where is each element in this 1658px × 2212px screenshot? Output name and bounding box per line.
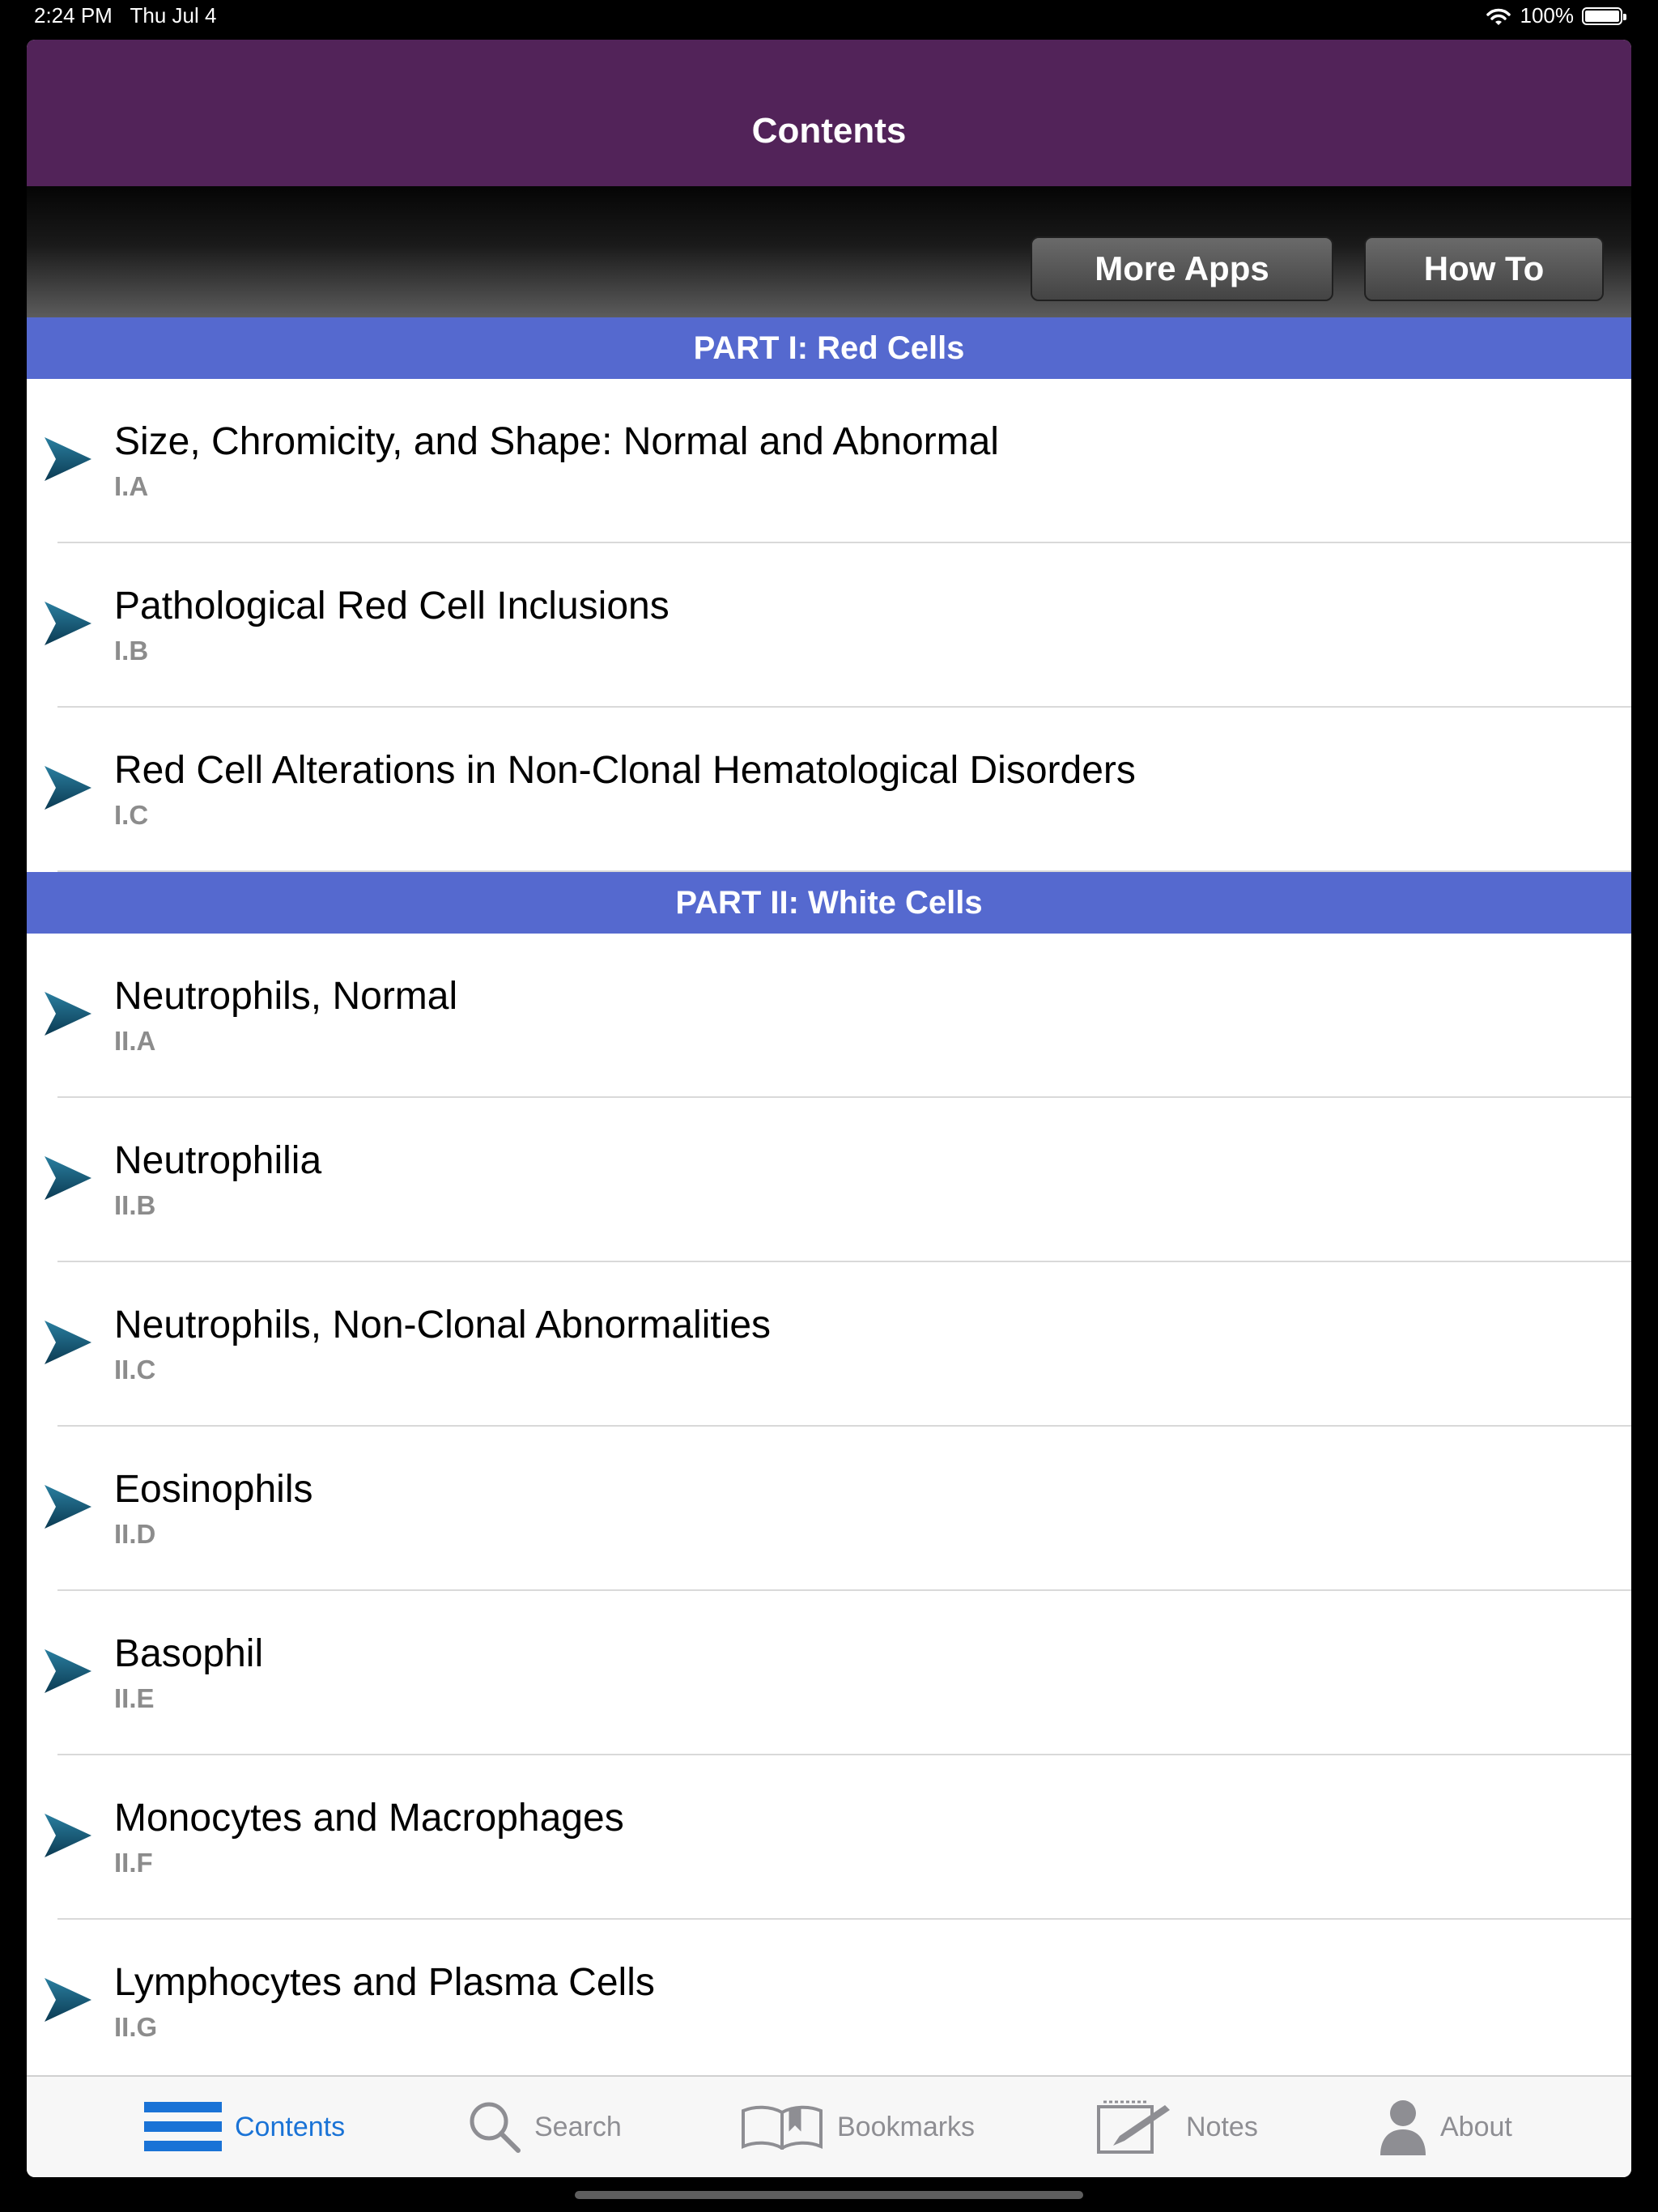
list-item-title: Basophil	[114, 1632, 264, 1675]
list-item-code: I.B	[114, 636, 149, 666]
page-title: Contents	[751, 111, 907, 151]
tab-contents-label: Contents	[235, 2111, 346, 2142]
list-item-code: I.A	[114, 471, 149, 501]
tab-bar	[27, 2075, 1631, 2177]
list-item[interactable]	[27, 1427, 1631, 1591]
list-item[interactable]	[27, 379, 1631, 543]
list-item-title: Monocytes and Macrophages	[114, 1797, 624, 1840]
toolbar	[27, 186, 1631, 317]
list-item-title: Neutrophils, Non-Clonal Abnormalities	[114, 1304, 772, 1346]
status-indicators	[1485, 3, 1623, 28]
list-item-title: Eosinophils	[114, 1468, 313, 1511]
chevron-right-icon	[43, 1810, 93, 1861]
notepad-icon	[1095, 2099, 1173, 2155]
wifi-icon	[1485, 6, 1512, 27]
person-icon	[1379, 2099, 1427, 2155]
tab-notes[interactable]	[1095, 2077, 1258, 2177]
chevron-right-icon	[43, 434, 93, 484]
list-item-code: II.A	[114, 1026, 156, 1056]
home-indicator[interactable]	[575, 2191, 1083, 2199]
list-item-code: II.F	[114, 1848, 153, 1878]
chevron-right-icon	[43, 1317, 93, 1368]
chevron-right-icon	[43, 1975, 93, 2025]
section-header: PART II: White Cells	[27, 872, 1631, 934]
list-item[interactable]	[27, 1098, 1631, 1262]
status-time: 2:24 PM Thu Jul 4	[34, 3, 217, 28]
list-item-title: Pathological Red Cell Inclusions	[114, 585, 670, 627]
tab-notes-label: Notes	[1186, 2111, 1258, 2142]
list-item-title: Neutrophilia	[114, 1139, 322, 1182]
section-header: PART I: Red Cells	[27, 317, 1631, 379]
list-item[interactable]	[27, 1591, 1631, 1755]
chevron-right-icon	[43, 989, 93, 1039]
list-item[interactable]	[27, 1755, 1631, 1920]
more-apps-button[interactable]: More Apps	[1031, 236, 1333, 301]
tab-search-label: Search	[534, 2111, 622, 2142]
list-item-code: II.D	[114, 1519, 156, 1549]
list-item-code: II.C	[114, 1355, 156, 1385]
chevron-right-icon	[43, 1153, 93, 1203]
app-window	[27, 40, 1631, 2177]
status-bar	[0, 0, 1658, 34]
contents-list[interactable]	[27, 317, 1631, 2084]
tab-bookmarks[interactable]	[740, 2077, 975, 2177]
tab-search[interactable]	[468, 2077, 622, 2177]
list-item-title: Size, Chromicity, and Shape: Normal and Abnormal	[114, 420, 999, 463]
battery-percent: 100%	[1520, 3, 1574, 28]
list-item[interactable]	[27, 543, 1631, 708]
list-item[interactable]	[27, 1262, 1631, 1427]
list-item-title: Red Cell Alterations in Non-Clonal Hematological Disorders	[114, 749, 1136, 792]
tab-about-label: About	[1440, 2111, 1512, 2142]
list-icon	[144, 2102, 222, 2152]
list-item[interactable]	[27, 934, 1631, 1098]
search-icon	[468, 2100, 521, 2154]
list-item-code: I.C	[114, 800, 149, 830]
list-item-title: Neutrophils, Normal	[114, 975, 458, 1018]
tab-bookmarks-label: Bookmarks	[837, 2111, 976, 2142]
battery-icon	[1582, 7, 1622, 25]
list-item[interactable]	[27, 708, 1631, 872]
chevron-right-icon	[43, 1646, 93, 1696]
navigation-bar	[27, 40, 1631, 186]
list-item-code: II.B	[114, 1190, 156, 1220]
list-item-title: Lymphocytes and Plasma Cells	[114, 1961, 655, 2004]
chevron-right-icon	[43, 1482, 93, 1532]
book-icon	[740, 2104, 824, 2150]
list-item-code: II.G	[114, 2012, 158, 2042]
chevron-right-icon	[43, 763, 93, 813]
tab-contents[interactable]	[144, 2077, 345, 2177]
tab-about[interactable]	[1379, 2077, 1512, 2177]
chevron-right-icon	[43, 598, 93, 649]
list-item-code: II.E	[114, 1683, 155, 1713]
how-to-button[interactable]: How To	[1364, 236, 1604, 301]
list-item[interactable]	[27, 1920, 1631, 2084]
